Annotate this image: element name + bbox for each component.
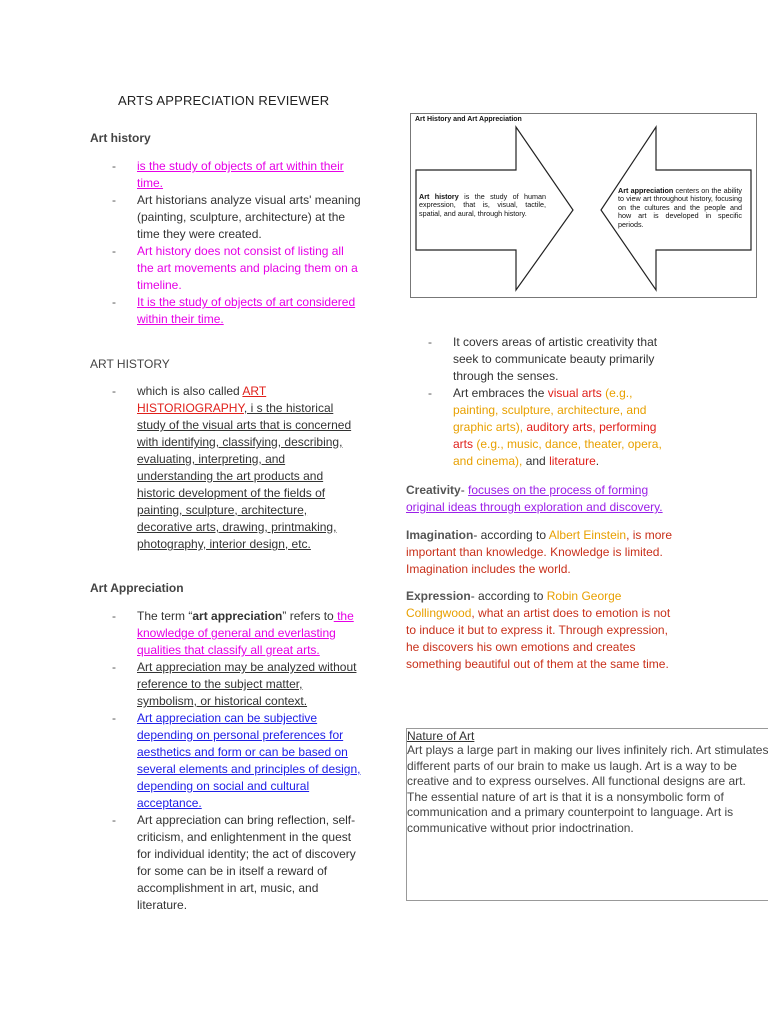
nature-of-art-box <box>406 728 768 901</box>
list-item: - Art appreciation can bring reflection, self-criticism, and enlightenment in the quest for individual identity; the act of discovery for some can be in itself a reward of accomplishment in art, music, and literature. <box>112 812 362 914</box>
list-item: - Art appreciation can be subjective depending on personal preferences for aesthetics and form or can be based on several elements and principles of design, depending on social and cultural acceptance. <box>112 710 362 812</box>
list-item: - The term “art appreciation” refers to the knowledge of general and everlasting qualities that classify all great arts. <box>112 608 362 659</box>
list-item: - It covers areas of artistic creativity that seek to communicate beauty primarily through the senses. <box>428 334 678 385</box>
art-history-list <box>112 158 362 328</box>
nature-body: Art plays a large part in making our lives infinitely rich. Art stimulates different parts of our brain to make us laugh. Art is a way to be creative and to express ourselves. All functional designs are art. The essential nature of art is that it is a nonsymbolic form of communication and a primary counterpoint to language. Art is communicative without prior indoctrination. <box>407 743 768 835</box>
art-history-caps-heading: ART HISTORY <box>90 357 170 371</box>
art-scope-list <box>428 334 678 470</box>
list-item: - which is also called ART HISTORIOGRAPHY, i s the historical study of the visual arts that is concerned with identifying, classifying, describing, evaluating, interpreting, and understanding the art products and historic development of the fields of painting, sculpture, architecture, decorative arts, drawing, printmaking, photography, interior design, etc. <box>112 383 362 553</box>
nature-heading: Nature of Art <box>407 729 475 743</box>
art-history-heading: Art history <box>90 131 151 145</box>
list-item: - Art embraces the visual arts (e.g., painting, sculpture, architecture, and graphic arts), auditory arts, performing arts (e.g., music, dance, theater, opera, and cinema), and literature. <box>428 385 678 470</box>
figure-caption: Art History and Art Appreciation <box>415 116 522 123</box>
list-item: - Art appreciation may be analyzed without reference to the subject matter, symbolism, or historical context. <box>112 659 362 710</box>
art-appreciation-heading: Art Appreciation <box>90 581 184 595</box>
list-item: - is the study of objects of art within their time. <box>112 158 362 192</box>
list-item: - Art historians analyze visual arts' meaning (painting, sculpture, architecture) at the time they were created. <box>112 192 362 243</box>
page-title: ARTS APPRECIATION REVIEWER <box>118 93 330 108</box>
expression-definition: Expression- according to Robin George Collingwood, what an artist does to emotion is not to induce it but to express it. Through expression, he discovers his own emotions and creates something beautiful out of them at the same time. <box>406 589 671 671</box>
figure-left-text: Art history is the study of human expression, that is, visual, tactile, spatial, and aural, through history. <box>419 192 546 218</box>
art-appreciation-list <box>112 608 362 914</box>
list-item: - Art history does not consist of listing all the art movements and placing them on a timeline. <box>112 243 362 294</box>
imagination-definition: Imagination- according to Albert Einstein, is more important than knowledge. Knowledge is limited. Imagination includes the world. <box>406 528 673 576</box>
list-item: - It is the study of objects of art considered within their time. <box>112 294 362 328</box>
figure-right-text: Art appreciation centers on the ability to view art throughout history, focusing on the cultures and the people and how art is developed in specific periods. <box>618 186 742 229</box>
art-historiography-list <box>112 383 362 553</box>
comparison-figure <box>410 113 757 298</box>
creativity-definition: Creativity- focuses on the process of forming original ideas through exploration and discovery. <box>406 483 663 514</box>
